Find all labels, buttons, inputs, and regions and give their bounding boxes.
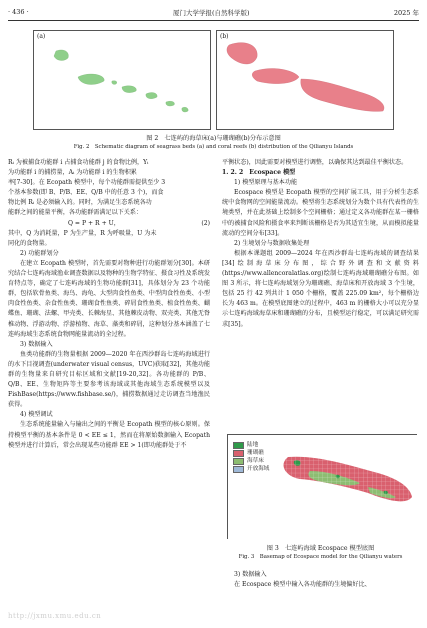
seagrass-patch <box>182 107 188 112</box>
legend-swatch <box>233 466 244 473</box>
figure-2 <box>33 30 394 130</box>
seagrass-patch <box>112 81 117 85</box>
panel-a-seagrass-map <box>33 30 211 130</box>
text-line: 物比例 Rᵢ 是必须输入的。同时，为满足生态系统各功 <box>8 199 152 207</box>
figure-3 <box>227 434 417 539</box>
legend-item <box>233 449 269 457</box>
panel-b-label: (b) <box>220 33 229 40</box>
coral-patch <box>252 69 299 84</box>
seagrass-patch <box>54 50 68 60</box>
subsection-heading: 3) 数据输入 <box>234 571 267 578</box>
legend-label: 开放海域 <box>247 466 270 472</box>
panel-a-label: (a) <box>37 33 46 40</box>
figure-3-caption-en: Fig. 3 Basemap of Ecospace model for the Qilianyu waters <box>238 554 403 560</box>
legend-item <box>233 465 269 473</box>
text-line: Rᵢ 为被捕食功能群 i 占捕食功能群 j 的食物比例，Yᵢ <box>8 159 149 166</box>
legend-swatch <box>233 450 244 457</box>
equation-text: Q = P + R + U， <box>68 219 120 227</box>
subsection-heading: 3) 数据输入 <box>20 340 53 348</box>
watermark-url: http://jxmu.xmu.edu.cn <box>8 612 102 620</box>
page-number: · 436 · <box>8 8 29 16</box>
section-heading: 1. 2. 2 Ecospace 模型 <box>222 169 296 177</box>
header-rule <box>8 20 419 21</box>
subsection-heading: 2) 功能群划分 <box>20 249 59 257</box>
text-line: 率[7-30]。在 Ecopath 模型中，每个功能群需提供至少 3 <box>8 179 166 187</box>
text-line: 同化的食物量。 <box>8 239 51 247</box>
equation-2 <box>8 219 210 229</box>
text-line: 其中，Q 为消耗量，P 为生产量，R 为呼吸量，U 为未 <box>8 229 157 237</box>
legend-item <box>233 441 269 449</box>
legend-label: 陆地 <box>247 442 259 448</box>
paragraph: 在 Ecospace 模型中输入各功能群的生境偏好比、 <box>234 581 371 589</box>
coral-patch <box>227 43 257 64</box>
seagrass-patch <box>78 74 104 84</box>
paragraph: 根据本课题组 2009—2024 年在西沙群岛七连屿海域的调查结果[34]绘制海草床分布图，综合野外调查和文献资料(https://www.allencoralatlas.org)绘制七连屿海域珊瑚礁分布图。如图 3 所示，将七连屿海域划分为珊瑚礁、海草床和开放海域 3 个生境，包括 25 行 42 列共计 1 050 个栅格，覆盖 225.09 km²，每个栅格边长为 463 m。在模型底图建立的过程中，463 m 的栅格大小可以充分显示七连屿海域海草床和珊瑚礁的分布，且模型运行稳定，可以满足研究需求[35]。 <box>222 249 419 328</box>
right-column <box>222 158 419 330</box>
text-line: 为功能群 i 的捕捞量，Aᵢ 为功能群 i 的生物积累 <box>8 169 137 177</box>
year: 2025 年 <box>393 8 419 17</box>
legend-item <box>233 457 269 465</box>
subsection-heading: 4) 模型调试 <box>20 411 53 419</box>
paragraph: 在建立 Ecopath 模型时，首先需要对物种进行功能群划分[30]。本研究结合七连屿海域渔业调查数据以及物种的生物学特征、摄食习性及系统发育特点等，确定了七连屿海域的生物功能群[31]，具体划分为 23 个功能群，包括软骨鱼类、海鸟、海龟、大型肉食性鱼类、中型肉食性鱼类、小型肉食性鱼类、杂食性鱼类、珊瑚食性鱼类、碎屑食性鱼类、植食性鱼类、蝴蝶鱼、珊瑚、法螺、甲壳类、长棘海星、其他棘皮动物、双壳类、其他无脊椎动物、浮游动物、浮游植物、海草、藻类和碎屑，这种划分基本涵盖了七连屿海域生态系统食物网能量流动的全过程。 <box>8 259 210 338</box>
legend-label: 珊瑚礁 <box>247 450 264 456</box>
seagrass-patch <box>122 86 136 93</box>
legend-swatch <box>233 458 244 465</box>
paragraph: 鱼类功能群的生物量根据 2009—2020 年在西沙群岛七连屿海域进行的水下目视调查(underwater visual census，UVC)获取[32]，其他功能群的生物量来自研究目标区域和文献[19-20,32]。各功能群的 P/B、Q/B、EE、生物矩阵等主要参考该海域或其他海域生态系统模型以及 FishBase(https://www.fishbase.se/)，捕捞数据通过走访调查当地渔民获得。 <box>8 350 210 409</box>
seagrass-patch <box>166 101 175 106</box>
equation-number: (2) <box>201 219 210 227</box>
page-header <box>8 6 419 18</box>
figure-2-caption-en: Fig. 2 Schematic diagram of seagrass beds (a) and coral reefs (b) distribution of the Qilianyu Islands <box>73 144 354 150</box>
legend-swatch <box>233 442 244 449</box>
seagrass-patch <box>146 93 157 99</box>
figure-3-caption-cn: 图 3 七连屿海域 Ecospace 模型底图 <box>266 545 375 552</box>
coral-map-svg <box>217 31 395 131</box>
map-legend <box>233 441 269 473</box>
subsection-heading: 1) 模型原理与基本功能 <box>234 179 298 187</box>
panel-b-coral-map <box>216 30 394 130</box>
subsection-heading: 2) 生境划分与数据收集处理 <box>234 239 310 247</box>
text-line: 能群之间的能量平衡，各功能群需满足以下关系： <box>8 209 143 217</box>
coral-patch <box>301 79 384 111</box>
ecospace-basemap <box>227 434 417 539</box>
journal-title: 厦门大学学报(自然科学版) <box>172 8 250 17</box>
seagrass-map-svg <box>34 31 212 131</box>
text-line: 个基本参数(即 B、P/B、EE、Q/B 中的任意 3 个)，而食 <box>8 189 164 197</box>
paragraph: 平衡状态)，因此需要对模型进行调整，以确保其达到最佳平衡状态。 <box>222 159 408 166</box>
figure-2-caption-cn: 图 2 七连屿的海草床(a)与珊瑚礁(b)分布示意图 <box>146 135 281 142</box>
left-column <box>8 158 210 451</box>
right-column-continued <box>222 570 419 590</box>
legend-label: 海草床 <box>247 458 264 464</box>
paragraph: Ecospace 模型是 Ecopath 模型的空间扩展工具，用于分析生态系统中食物网的空间能量流动。模型将生态系统划分为数个具有代表性的生境类型，并在此基础上绘制多个空间栅格；通过定义各功能群在某一栅格中的被捕食风险和摄食率来判断该栅格是否为其适宜生境，从而模拟能量流动的空间分布[33]。 <box>222 189 419 237</box>
paragraph: 生态系统能量输入与输出之间的平衡是 Ecopath 模型的核心原则。保持模型平衡的基本条件是 0 < EE ≤ 1，然而在将原始数据输入 Ecopath 模型并进行计算后，常会出现某些功能群 EE > 1(即功能群处于不 <box>8 421 210 449</box>
